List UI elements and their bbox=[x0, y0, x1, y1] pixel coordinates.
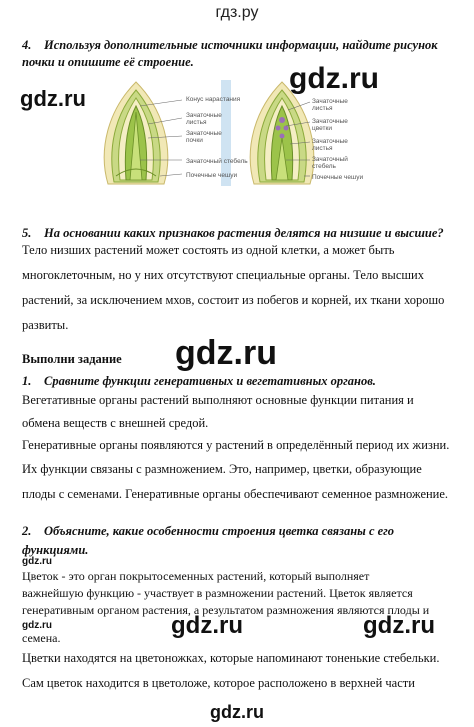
answer-line: Генеративные органы появляются у растений в определённый период их жизни. bbox=[22, 438, 450, 452]
task-answer-2-continued bbox=[22, 646, 472, 696]
task-heading: Выполни задание bbox=[22, 352, 122, 366]
task-question-1-number: 1. bbox=[22, 374, 32, 388]
answer-line: обмена веществ с внешней средой. bbox=[22, 416, 209, 430]
answer-5 bbox=[22, 238, 467, 338]
label-bud-scales: Почечные чешуи bbox=[312, 174, 364, 181]
question-4-line1: Используя дополнительные источники информации, найдите рисунок bbox=[44, 38, 438, 52]
answer-line: важнейшую функцию - участвует в размножении растений. Цветок является bbox=[22, 586, 413, 600]
watermark-gdz: gdz.ru bbox=[22, 620, 52, 631]
label-growth-cone: Конус нарастания bbox=[186, 96, 241, 103]
label-bud-scales: Почечные чешуи bbox=[186, 172, 238, 179]
task-question-2 bbox=[22, 522, 467, 540]
flower-bud bbox=[250, 82, 314, 184]
label-leaf-primordia: Зачаточные листья bbox=[312, 138, 348, 152]
question-4-line2: почки и опишите её строение. bbox=[22, 55, 194, 69]
label-embryonic-stem: Зачаточный стебель bbox=[312, 156, 348, 170]
answer-line: Сам цветок находится в цветоложе, которое расположено в верхней части bbox=[22, 676, 415, 690]
watermark-gdz: gdz.ru bbox=[20, 86, 86, 111]
watermark-gdz: gdz.ru bbox=[363, 612, 435, 639]
label-embryonic-stem: Зачаточный стебель bbox=[186, 158, 248, 165]
answer-line: Вегетативные органы растений выполняют основные функции питания и bbox=[22, 393, 414, 407]
answer-line: Тело низших растений может состоять из одной клетки, а может быть bbox=[22, 243, 395, 257]
answer-line: Цветок - это орган покрытосеменных растений, который выполняет bbox=[22, 569, 370, 583]
answer-line: развиты. bbox=[22, 318, 69, 332]
task-question-2-number: 2. bbox=[22, 524, 32, 538]
question-4 bbox=[22, 36, 462, 54]
watermark-gdz: gdz.ru bbox=[210, 702, 264, 722]
label-leaf-primordia: Зачаточные листья bbox=[186, 112, 222, 126]
watermark-gdz: gdz.ru bbox=[289, 62, 379, 95]
watermark-gdz: gdz.ru bbox=[22, 556, 52, 567]
question-5-number: 5. bbox=[22, 226, 32, 240]
vegetative-bud bbox=[104, 82, 168, 184]
answer-line: Цветки находятся на цветоножках, которые напоминают тоненькие стебельки. bbox=[22, 651, 440, 665]
site-header: гдз.ру bbox=[215, 4, 259, 21]
label-axillary-buds: Зачаточные почки bbox=[186, 130, 222, 144]
watermark-gdz: gdz.ru bbox=[171, 612, 243, 639]
answer-line: многоклеточным, но у них отсутствуют специальные органы. Тело высших bbox=[22, 268, 424, 282]
answer-line: генеративным органом растения, а результатом размножения являются плоды и bbox=[22, 603, 430, 617]
label-flower-primordia: Зачаточные цветки bbox=[312, 118, 348, 132]
task-question-1-text: Сравните функции генеративных и вегетативных органов. bbox=[44, 374, 376, 388]
task-answer-1 bbox=[22, 388, 467, 507]
label-leaf-primordia: Зачаточные листья bbox=[312, 98, 348, 112]
answer-line: семена. bbox=[22, 631, 61, 645]
answer-line: плоды с семенами. Генеративные органы обеспечивают семенное размножение. bbox=[22, 487, 449, 501]
watermark-gdz: gdz.ru bbox=[175, 334, 277, 372]
answer-line: Их функции связаны с размножением. Это, например, цветки, образующие bbox=[22, 462, 422, 476]
answer-line: растений, за исключением мхов, состоит из побегов и корней, их ткани хорошо bbox=[22, 293, 445, 307]
question-4-number: 4. bbox=[22, 38, 32, 52]
task-question-2-line1: Объясните, какие особенности строения цветка связаны с его bbox=[44, 524, 395, 538]
question-5-text: На основании каких признаков растения делятся на низшие и высшие? bbox=[44, 226, 444, 240]
task-question-2-line2: функциями. bbox=[22, 543, 89, 557]
